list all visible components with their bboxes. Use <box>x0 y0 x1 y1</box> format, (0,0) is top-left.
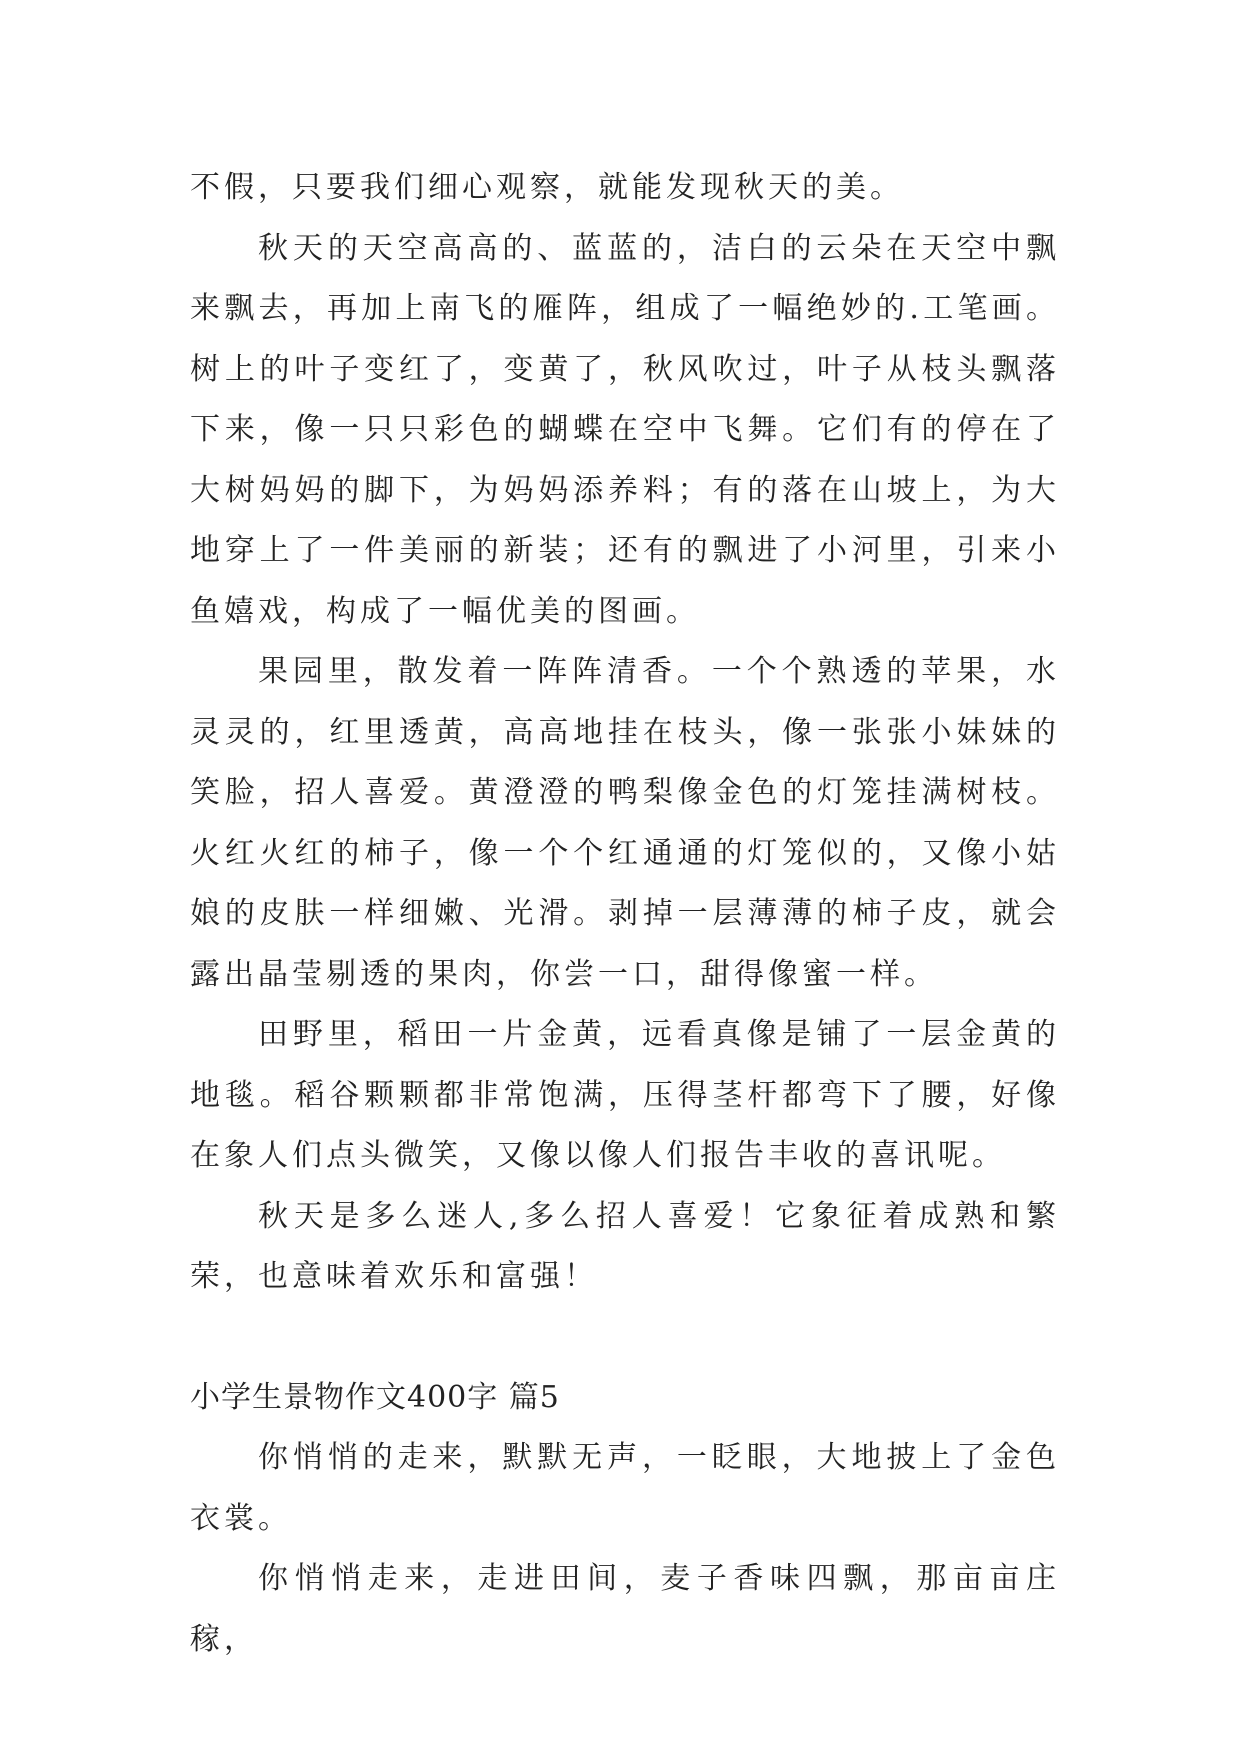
document-body <box>190 158 1060 1670</box>
section-spacer <box>190 1308 1060 1368</box>
paragraph-4: 田野里，稻田一片金黄，远看真像是铺了一层金黄的地毯。稻谷颗颗都非常饱满，压得茎杆都弯下了腰，好像在象人们点头微笑，又像以像人们报告丰收的喜讯呢。 <box>190 1017 1060 1173</box>
paragraph-5: 秋天是多么迷人,多么招人喜爱！它象征着成熟和繁荣，也意味着欢乐和富强！ <box>190 1198 1060 1294</box>
paragraph-3: 果园里，散发着一阵阵清香。一个个熟透的苹果，水灵灵的，红里透黄，高高地挂在枝头，像一张张小妹妹的笑脸，招人喜爱。黄澄澄的鸭梨像金色的灯笼挂满树枝。火红火红的柿子，像一个个红通通的灯笼似的，又像小姑娘的皮肤一样细嫩、光滑。剥掉一层薄薄的柿子皮，就会露出晶莹剔透的果肉，你尝一口，甜得像蜜一样。 <box>190 654 1060 992</box>
paragraph-7: 你悄悄走来，走进田间，麦子香味四飘，那亩亩庄稼， <box>190 1561 1060 1657</box>
paragraph-6: 你悄悄的走来，默默无声，一眨眼，大地披上了金色衣裳。 <box>190 1440 1060 1536</box>
paragraph-1: 不假，只要我们细心观察，就能发现秋天的美。 <box>190 170 904 205</box>
section-heading: 小学生景物作文400字 篇5 <box>190 1379 560 1415</box>
paragraph-2: 秋天的天空高高的、蓝蓝的，洁白的云朵在天空中飘来飘去，再加上南飞的雁阵，组成了一幅绝妙的.工笔画。树上的叶子变红了，变黄了，秋风吹过，叶子从枝头飘落下来，像一只只彩色的蝴蝶在空中飞舞。它们有的停在了大树妈妈的脚下，为妈妈添养料；有的落在山坡上，为大地穿上了一件美丽的新装；还有的飘进了小河里，引来小鱼嬉戏，构成了一幅优美的图画。 <box>190 230 1060 629</box>
